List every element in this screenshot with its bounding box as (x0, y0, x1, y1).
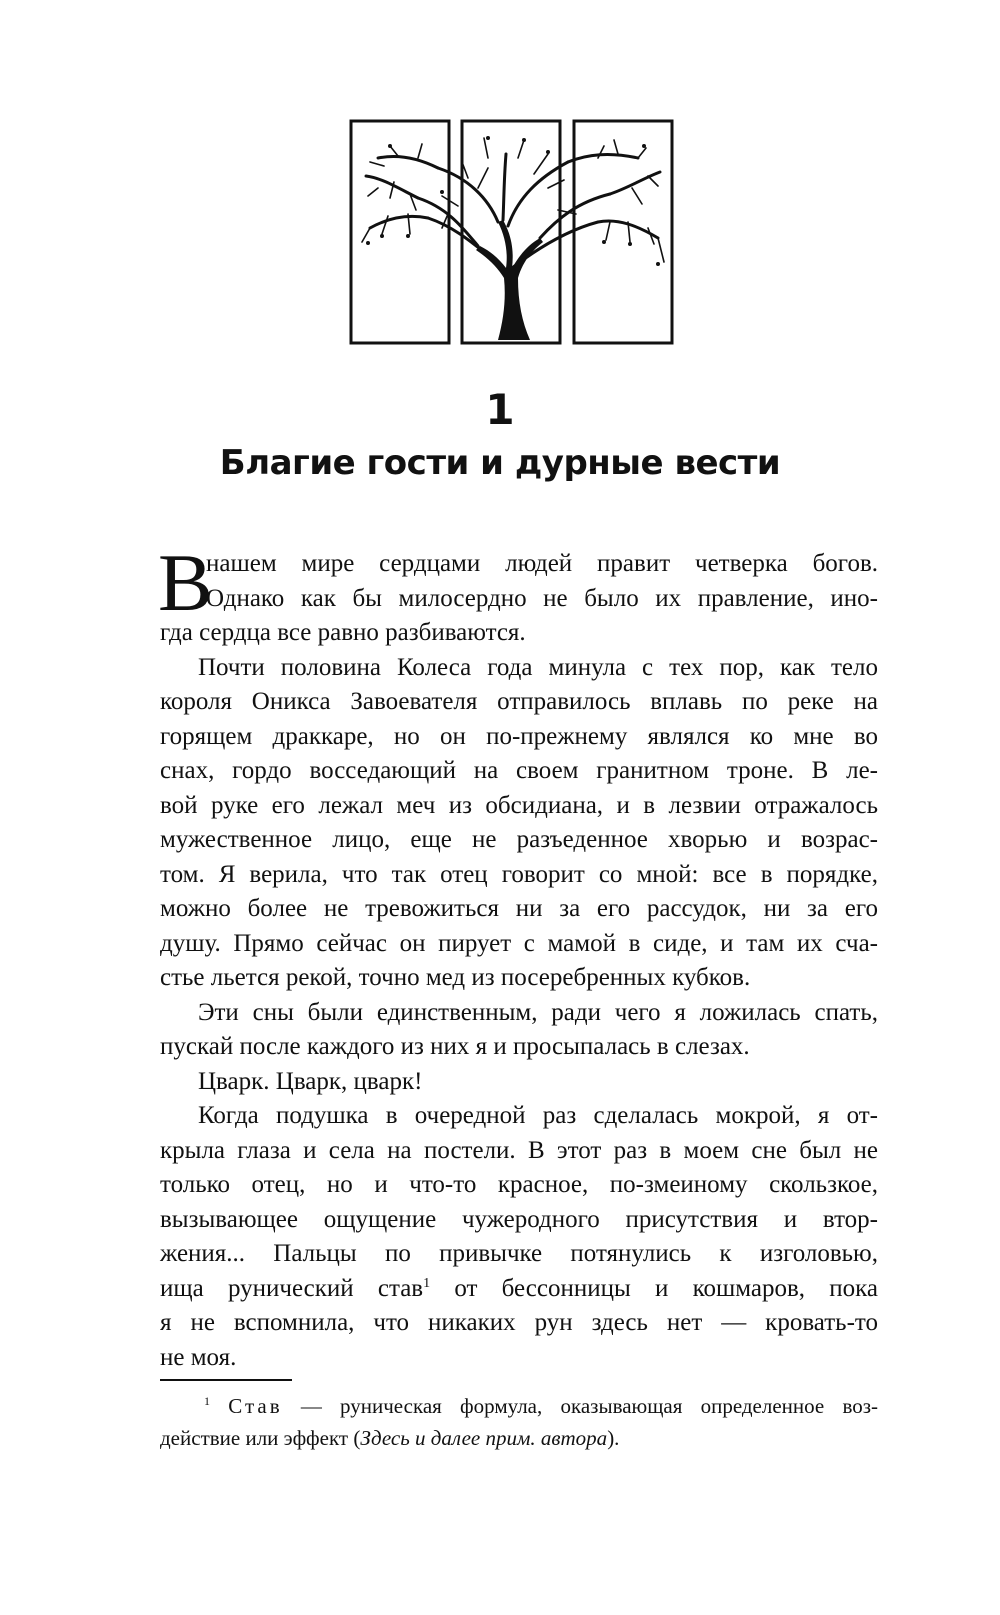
text-line: душу. Прямо сейчас он пирует с мамой в сиде, и там их сча- (160, 929, 878, 957)
footnote-line (160, 1390, 878, 1422)
footnote-line (160, 1422, 878, 1454)
text-segment: от бессонницы и кошмаров, пока (430, 1274, 878, 1302)
text-line: только отец, но и что-то красное, по-змеиному скользкое, (160, 1171, 878, 1198)
text-line: Почти половина Колеса года минула с тех пор, как тело (198, 653, 878, 681)
text-line: снах, гордо восседающий на своем гранитном троне. В ле- (160, 757, 878, 784)
footnote-reference[interactable]: 1 (423, 1275, 431, 1291)
footnote (160, 1390, 878, 1454)
text-line: горящем драккаре, но он по-прежнему являлся ко мне во (160, 722, 878, 750)
text-line: я не вспомнила, что никаких рун здесь нет — кровать-то (160, 1309, 878, 1336)
text-line: можно более не тревожиться ни за его рассудок, ни за его (160, 895, 878, 922)
paragraph-5 (160, 1099, 878, 1375)
footnote-text: ). (607, 1426, 620, 1450)
text-line: Однако как бы милосердно не было их правление, ино- (206, 584, 878, 612)
paragraph-4 (160, 1065, 878, 1100)
text-line: вой руке его лежал меч из обсидиана, и в лезвии отражалось (160, 791, 878, 819)
text-line: гда сердца все равно разбиваются. (160, 619, 526, 646)
text-line: не моя. (160, 1343, 237, 1371)
paragraph-2 (160, 651, 878, 996)
footnote-text: — руническая формула, оказывающая определенное воз- (282, 1394, 879, 1418)
paragraph-1 (158, 537, 878, 651)
footnote-divider (160, 1379, 292, 1381)
chapter-number: 1 (485, 385, 515, 434)
text-line: Когда подушка в очередной раз сделалась мокрой, я от- (198, 1102, 878, 1129)
tree-triptych-illustration (348, 118, 678, 358)
text-line: крыла глаза и села на постели. В этот раз в моем сне был не (160, 1136, 878, 1164)
drop-cap: В (158, 537, 213, 628)
text-line: том. Я верила, что так отец говорит со мной: все в порядке, (160, 860, 878, 888)
text-line: пускай после каждого из них я и просыпалась в слезах. (160, 1033, 750, 1060)
footnote-italic-text: Здесь и далее прим. автора (360, 1426, 608, 1450)
text-line: вызывающее ощущение чужеродного присутствия и втор- (160, 1205, 878, 1233)
text-line: жения... Пальцы по привычке потянулись к изголовью, (160, 1240, 878, 1267)
chapter-title: Благие гости и дурные вести (219, 443, 781, 483)
footnote-text: действие или эффект ( (160, 1426, 361, 1450)
text-line: Цварк. Цварк, цварк! (198, 1067, 423, 1095)
text-line: Эти сны были единственным, ради чего я ложилась спать, (198, 998, 878, 1026)
text-line: мужественное лицо, еще не разъеденное хворью и возрас- (160, 826, 878, 853)
text-line: стье льется рекой, точно мед из посеребренных кубков. (160, 964, 751, 991)
body-text (158, 537, 878, 1375)
text-line-with-footnote-ref (160, 1272, 878, 1307)
text-line: нашем мире сердцами людей правит четверка богов. (206, 550, 878, 577)
text-segment: ища рунический став (160, 1274, 424, 1302)
footnote-mark: 1 (204, 1394, 210, 1408)
paragraph-3 (160, 996, 878, 1065)
text-line: короля Оникса Завоевателя отправилось вплавь по реке на (160, 688, 878, 715)
footnote-term: Став (228, 1394, 283, 1418)
